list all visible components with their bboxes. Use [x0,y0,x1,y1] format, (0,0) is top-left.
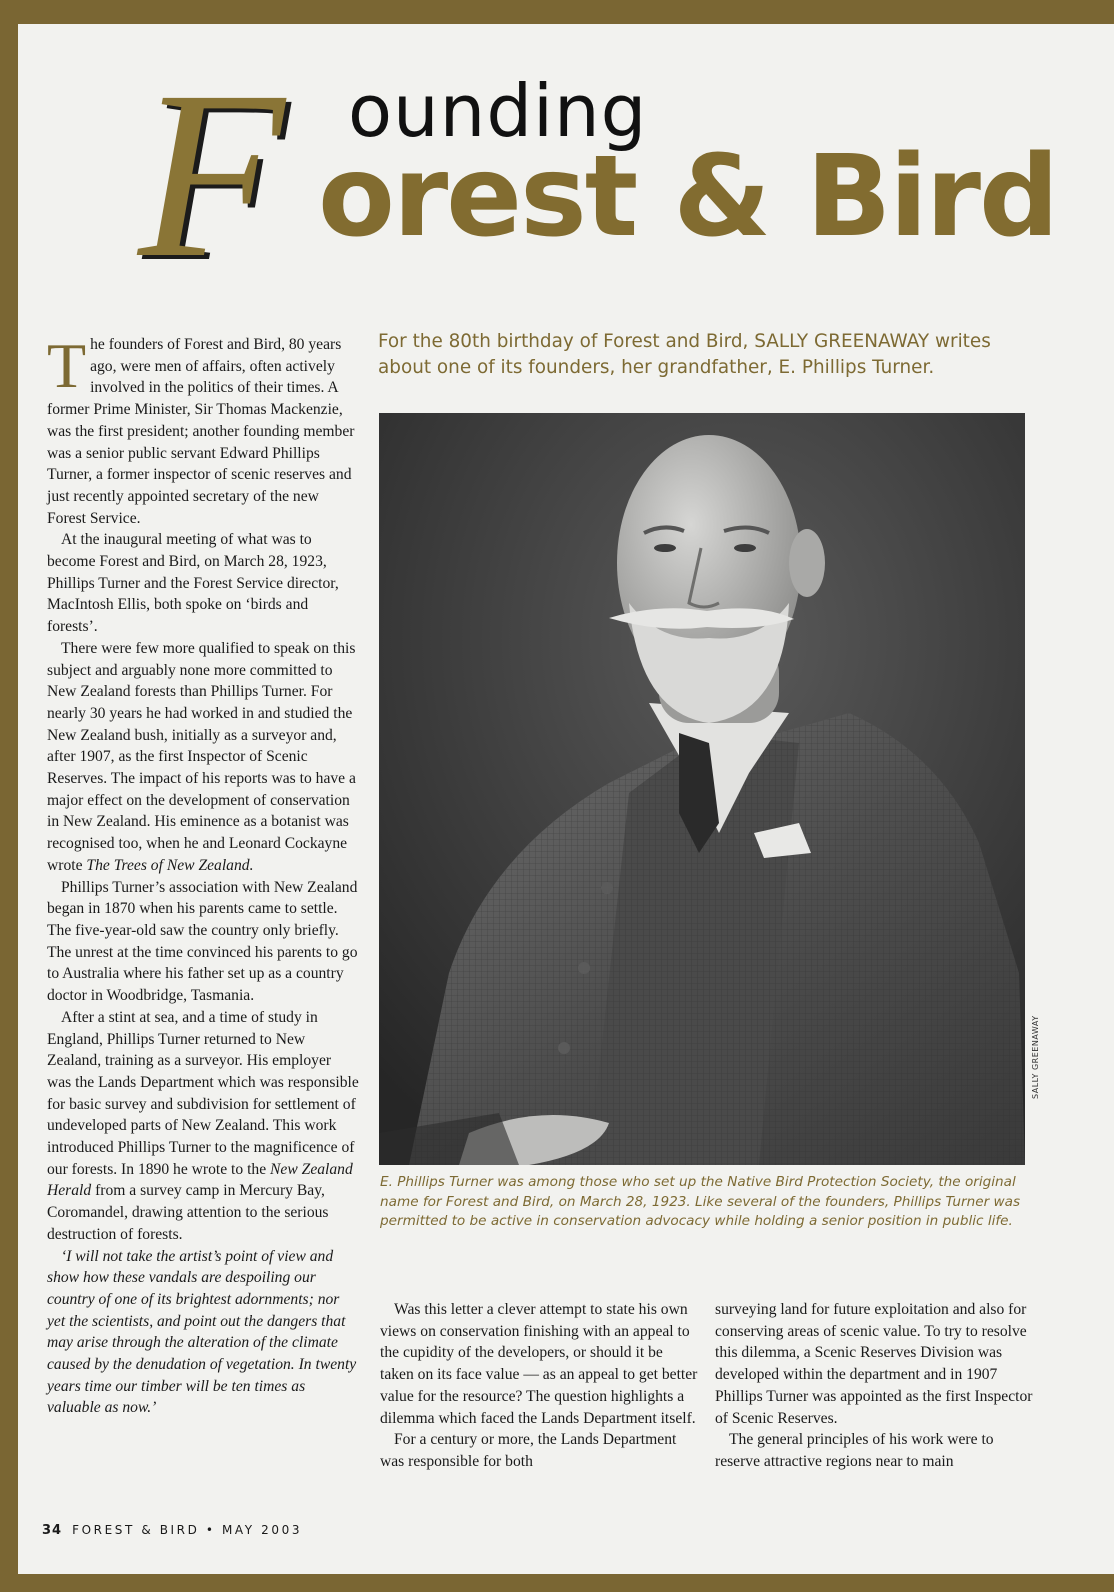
left-text-column [47,330,359,1419]
body-paragraph: Was this letter a clever attempt to state his own views on conservation finishing with an appeal to the cupidity of the developers, or should it be taken on its face value — as an appeal to get better value for the resource? The question highlights a dilemma which faced the Lands Department itself. [380,1301,698,1427]
book-title: The Trees of New Zealand. [86,856,254,874]
newspaper-title: New Zealand Herald [47,1160,353,1200]
page-footer [42,1523,302,1538]
title-line-forest-bird: orest & Bird [318,132,1058,262]
title-initial-f: F [138,41,285,307]
body-paragraph: surveying land for future exploitation and also for conserving areas of scenic value. To try to resolve this dilemma, a Scenic Reserves Division was developed within the department and in 1907 Phillips Turner was appointed as the first Inspector of Scenic Reserves. [715,1301,1033,1427]
standfirst: For the 80th birthday of Forest and Bird, SALLY GREENAWAY writes about one of its founders, her grandfather, E. Phillips Turner. [378,331,991,378]
body-paragraph: There were few more qualified to speak on this subject and arguably none more committed to New Zealand forests than Phillips Turner. For nearly 30 years he had worked in and studied the New Zealand bush, initially as a surveyor and, after 1907, as the first Inspector of Scenic Reserves. The impact of his reports was to have a major effect on the development of conservation in New Zealand. His eminence as a botanist was recognised too, when he and Leonard Cockayne wrote The Trees of New Zealand. [47,639,356,874]
article-title [18,24,1114,314]
magazine-page [18,24,1114,1574]
body-paragraph: For a century or more, the Lands Department was responsible for both [380,1431,677,1470]
title-line-founding: ounding [348,69,648,153]
right-text-column [715,1299,1033,1473]
body-paragraph: Phillips Turner’s association with New Zealand began in 1870 when his parents came to settle. The five-year-old saw the country only briefly. The unrest at the time convinced his parents to go to Australia where his father set up as a country doctor in Woodbridge, Tasmania. [47,878,358,1005]
drop-cap: T [47,330,87,401]
portrait-photo [379,413,1025,1165]
letter-quote: ‘I will not take the artist’s point of view and show how these vandals are despoiling our country of one of its brightest adornments; nor yet the scientists, and point out the dangers that may arise through the alteration of the climate caused by the denudation of vegetation. In twenty years time our timber will be ten times as valuable as now.’ [47,1247,357,1417]
body-paragraph: At the inaugural meeting of what was to become Forest and Bird, on March 28, 1923, Phillips Turner and the Forest Service director, MacIntosh Ellis, both spoke on ‘birds and forests’. [47,531,339,636]
photo-caption: E. Phillips Turner was among those who set up the Native Bird Protection Society, the original name for Forest and Bird, on March 28, 1923. Like several of the founders, Phillips Turner was permitted to be active in conservation advocacy while holding a senior position in public life. [380,1174,1021,1229]
body-paragraph: The general principles of his work were to reserve attractive regions near to main [715,1431,994,1470]
page-number: 34 [42,1523,63,1538]
middle-text-column [380,1299,698,1473]
photo-credit: SALLY GREENAWAY [1031,1015,1040,1099]
body-paragraph: After a stint at sea, and a time of study in England, Phillips Turner returned to New Zealand, training as a surveyor. His employer was the Lands Department which was responsible for basic survey and subdivision for settlement of undeveloped parts of New Zealand. This work introduced Phillips Turner to the magnificence of our forests. In 1890 he wrote to the New Zealand Herald from a survey camp in Mercury Bay, Coromandel, drawing attention to the serious destruction of forests. [47,1008,359,1243]
portrait-illustration [379,413,1025,1165]
body-paragraph: The founders of Forest and Bird, 80 years ago, were men of affairs, often actively involved in the politics of their times. A former Prime Minister, Sir Thomas Mackenzie, was the first president; another founding member was a senior public servant Edward Phillips Turner, a former inspector of scenic reserves and just recently appointed secretary of the new Forest Service. [47,330,355,527]
publication-line: FOREST & BIRD • MAY 2003 [72,1523,303,1537]
